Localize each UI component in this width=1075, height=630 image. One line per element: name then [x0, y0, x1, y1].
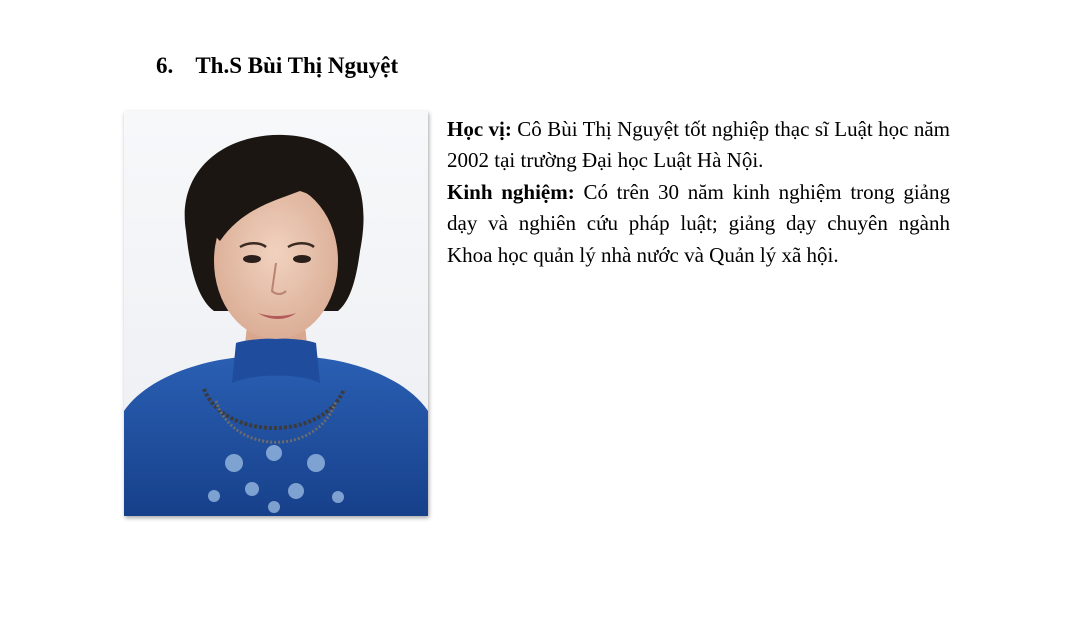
portrait-photo	[124, 111, 428, 516]
section-heading	[156, 52, 398, 80]
degree-paragraph	[447, 114, 950, 177]
experience-label: Kinh nghiệm:	[447, 179, 575, 204]
degree-text: Cô Bùi Thị Nguyệt tốt nghiệp thạc sĩ Luật học năm 2002 tại trường Đại học Luật Hà Nội.	[447, 117, 951, 173]
degree-label: Học vị:	[447, 117, 512, 141]
biography	[447, 114, 950, 271]
experience-text: Có trên 30 năm kinh nghiệm trong giảng dạy và nghiên cứu pháp luật; giảng dạy chuyên ngành Khoa học quản lý nhà nước và Quản lý xã hội.	[447, 179, 951, 267]
portrait-illustration	[124, 111, 428, 516]
section-number: 6.	[156, 53, 174, 78]
experience-paragraph	[447, 177, 950, 271]
person-name: Th.S Bùi Thị Nguyệt	[195, 53, 399, 78]
